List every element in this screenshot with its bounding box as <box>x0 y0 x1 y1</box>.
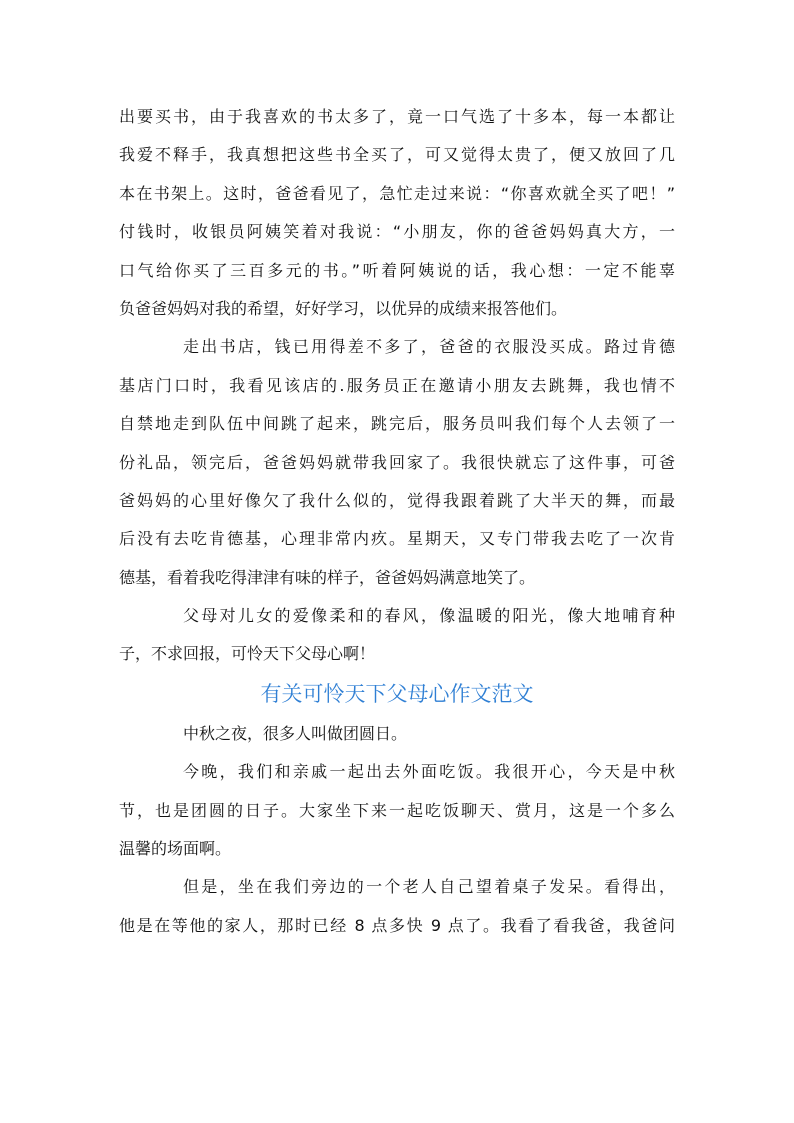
text-line: 后没有去吃肯德基，心理非常内疚。星期天，又专门带我去吃了一次肯 <box>119 529 675 549</box>
paragraph <box>119 868 675 945</box>
text-line: 爸妈妈的心里好像欠了我什么似的，觉得我跟着跳了大半天的舞，而最 <box>119 490 675 510</box>
text-line: 节，也是团圆的日子。大家坐下来一起吃饭聊天、赏月，这是一个多么 <box>119 800 675 820</box>
text-line: 我爱不释手，我真想把这些书全买了，可又觉得太贵了，便又放回了几 <box>119 145 675 165</box>
paragraph <box>119 753 675 868</box>
text-line: 温馨的场面啊。 <box>119 839 232 859</box>
text-line: 负爸爸妈妈对我的希望，好好学习，以优异的成绩来报答他们。 <box>119 298 568 318</box>
text-line: 付钱时，收银员阿姨笑着对我说：“小朋友，你的爸爸妈妈真大方，一 <box>119 222 675 242</box>
text-line: 德基，看着我吃得津津有味的样子，爸爸妈妈满意地笑了。 <box>119 567 536 587</box>
text-line: 他是在等他的家人，那时已经 8 点多快 9 点了。我看了看我爸，我爸问 <box>119 915 675 935</box>
section-heading: 有关可怜天下父母心作文范文 <box>260 681 534 706</box>
text-line: 但是，坐在我们旁边的一个老人自己望着桌子发呆。看得出， <box>183 877 675 897</box>
text-line: 中秋之夜，很多人叫做团圆日。 <box>183 723 408 743</box>
paragraph <box>119 98 675 328</box>
text-line: 份礼品，领完后，爸爸妈妈就带我回家了。我很快就忘了这件事，可爸 <box>119 452 675 472</box>
text-line: 本在书架上。这时，爸爸看见了，急忙走过来说：“你喜欢就全买了吧！” <box>119 183 675 203</box>
text-line: 父母对儿女的爱像柔和的春风，像温暖的阳光，像大地哺育种 <box>183 606 675 626</box>
text-line: 自禁地走到队伍中间跳了起来，跳完后，服务员叫我们每个人去领了一 <box>119 414 675 434</box>
paragraph <box>119 328 675 597</box>
document-body <box>119 98 675 945</box>
text-line: 走出书店，钱已用得差不多了，爸爸的衣服没买成。路过肯德 <box>183 337 675 357</box>
text-line: 口气给你买了三百多元的书。”听着阿姨说的话，我心想：一定不能辜 <box>119 260 675 280</box>
text-line: 子，不求回报，可怜天下父母心啊！ <box>119 644 376 664</box>
paragraph <box>119 597 675 674</box>
text-line: 出要买书，由于我喜欢的书太多了，竟一口气选了十多本，每一本都让 <box>119 107 675 126</box>
text-line: 基店门口时，我看见该店的.服务员正在邀请小朋友去跳舞，我也情不 <box>119 375 675 395</box>
text-line: 今晚，我们和亲戚一起出去外面吃饭。我很开心，今天是中秋 <box>183 762 675 782</box>
paragraph <box>119 715 675 753</box>
